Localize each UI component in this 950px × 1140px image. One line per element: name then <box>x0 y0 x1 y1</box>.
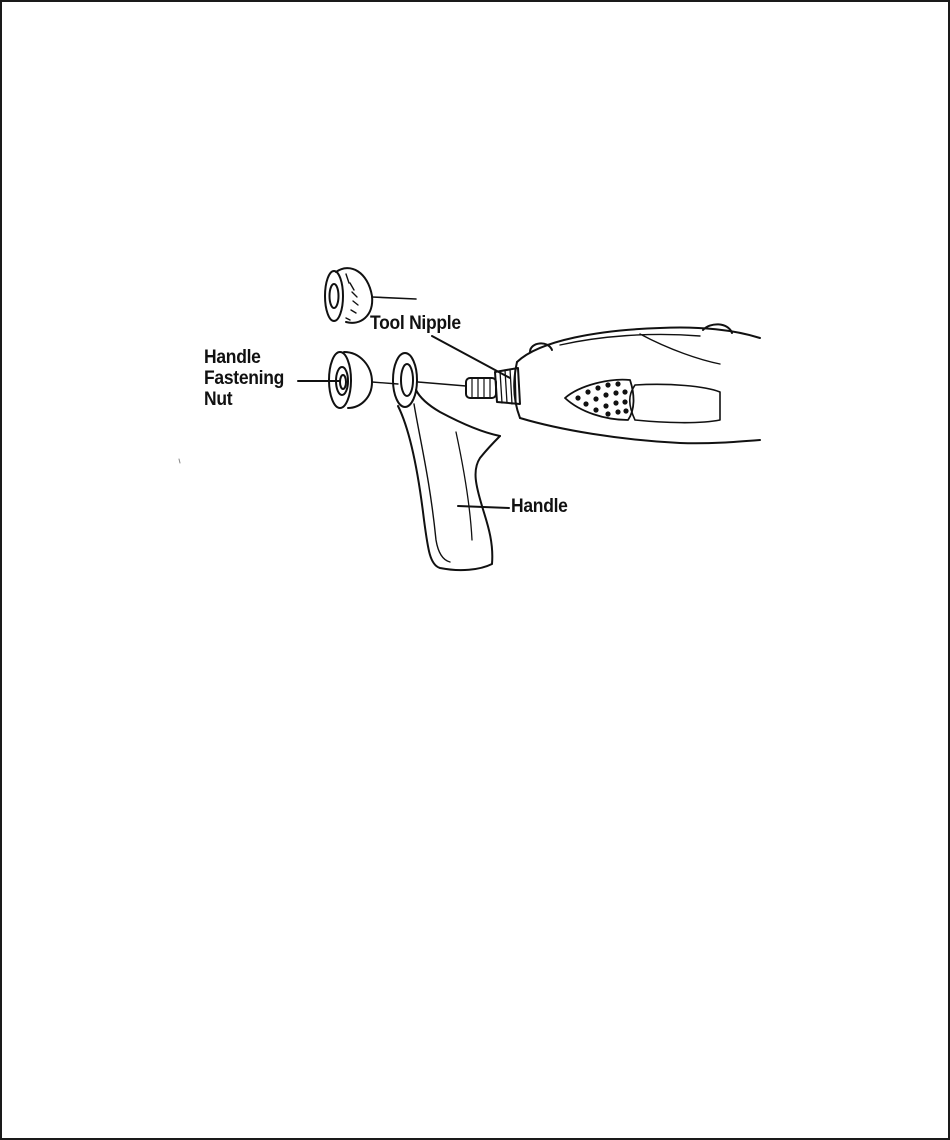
nut-label-line-1: Handle <box>204 347 261 368</box>
tool-nipple-icon <box>466 368 520 404</box>
tool-nipple-label: Tool Nipple <box>370 313 461 334</box>
nut-label-line-2: Fastening <box>204 368 285 389</box>
rotary-tool-body-icon <box>514 324 760 443</box>
tool-nipple-leader <box>432 336 510 378</box>
handle-label: Handle <box>511 496 568 517</box>
handle-leader <box>458 506 509 508</box>
nut-label-line-3: Nut <box>204 389 233 410</box>
handle-fastening-nut-label <box>204 347 284 410</box>
scan-speck <box>179 459 180 463</box>
